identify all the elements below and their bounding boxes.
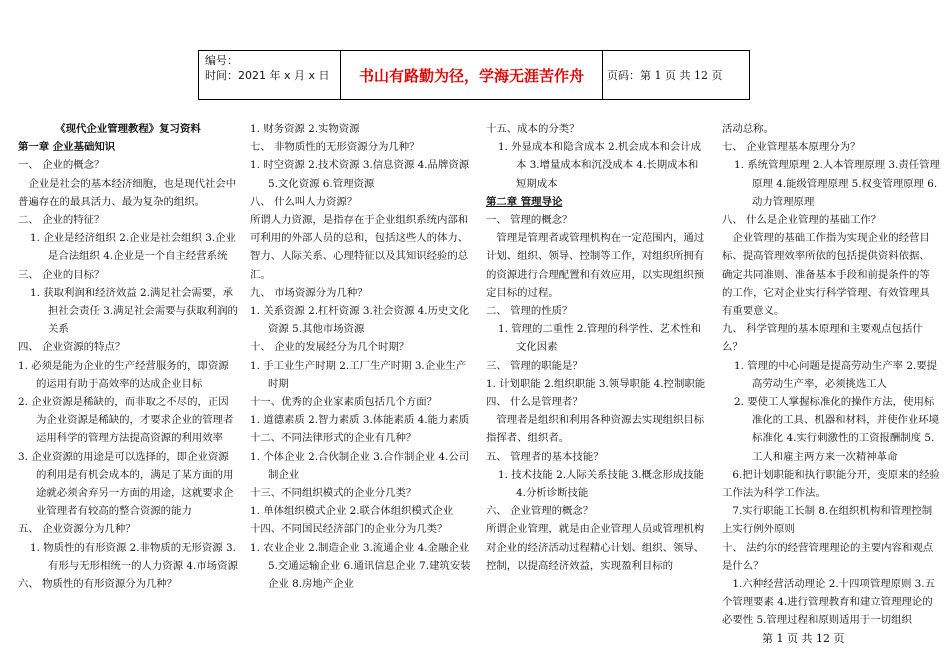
column-4 bbox=[722, 120, 940, 630]
column-2 bbox=[250, 120, 472, 593]
col3-paragraph: 1. 技术技能 2.人际关系技能 3.概念形成技能 4.分析诊断技能 bbox=[498, 468, 704, 500]
col2-paragraph: 1. 手工业生产时期 2.工厂生产时期 3.企业生产时期 bbox=[250, 359, 467, 390]
col2-paragraph: 1. 财务资源 2.实物资源 bbox=[250, 123, 360, 135]
col2-paragraph: 1. 时空资源 2.技术资源 3.信息资源 4.品牌资源 5.文化资源 6.管理资源 bbox=[250, 159, 470, 190]
header-motto-cell bbox=[341, 51, 603, 99]
header-meta bbox=[199, 51, 341, 99]
col3-paragraph: 管理者是组织和利用各种资源去实现组织目标指挥者、组织者。 bbox=[486, 414, 705, 445]
col1-paragraph: 企业是社会的基本经济细胞，也是现代社会中普遍存在的最具活力、最为复杂的组织。 bbox=[18, 177, 237, 208]
col4-paragraph: 1. 系统管理原理 2.人本管理原理 3.责任管理原理 4.能级管理原理 5.权变管理原理 6.动力管理原理 bbox=[734, 159, 940, 208]
col1-paragraph: 一、 企业的概念？ bbox=[18, 159, 105, 172]
col4-paragraph: 7.实行职能工长制 8.在组织机构和管理控制上实行例外原则 bbox=[722, 505, 933, 536]
col2-paragraph: 十二、不同法律形式的企业有几种？ bbox=[250, 432, 417, 445]
col2-paragraph: 1. 单体组织模式企业 2.联合体组织模式企业 bbox=[250, 505, 454, 518]
col1-paragraph: 1. 物质性的有形资源 2.非物质的无形资源 3.有形与无形相统一的人力资源 4.市场资源 bbox=[30, 541, 238, 572]
col1-paragraph: 1. 获取利润和经济效益 2.满足社会需要，承担社会责任 3.满足社会需要与获取利润的关系 bbox=[30, 286, 238, 336]
footer-page-number: 第 1 页 共 12 页 bbox=[762, 632, 845, 645]
col2-paragraph: 八、 什么叫人力资源？ bbox=[250, 195, 358, 208]
col3-paragraph: 1. 外显成本和隐含成本 2.机会成本和会计成本 3.增量成本和沉没成本 4.长期成本和短期成本 bbox=[498, 141, 702, 190]
col3-paragraph: 二、 管理的性质？ bbox=[486, 305, 573, 318]
col2-paragraph: 九、 市场资源分为几种？ bbox=[250, 286, 368, 299]
col4-paragraph: 十、 法约尔的经营管理理论的主要内容和观点是什么？ bbox=[722, 541, 934, 572]
col3-paragraph: 管理是管理者或管理机构在一定范围内，通过计划、组织、领导、控制等工作，对组织所拥有的资源进行合理配置和有效应用，以实现组织预定目标的过程。 bbox=[486, 232, 705, 299]
col4-paragraph: 企业管理的基础工作指为实现企业的经营目标、提高管理效率所依的包括提供资料依据、确定共同准则、准备基本手段和前提条件的等的工作，它对企业实行科学管理、有效管理具有重要意义。 bbox=[722, 232, 930, 318]
col3-paragraph: 五、 管理者的基本技能？ bbox=[486, 450, 604, 463]
col4-paragraph: 九、 科学管理的基本原理和主要观点包括什么？ bbox=[722, 323, 923, 354]
col4-paragraph: 八、 什么是企业管理的基础工作？ bbox=[722, 214, 882, 227]
col2-paragraph: 十四、不同国民经济部门的企业分为几类？ bbox=[250, 523, 448, 536]
col4-paragraph: 活动总称。 bbox=[722, 123, 774, 135]
col1-paragraph: 《现代企业管理教程》复习资料 bbox=[55, 123, 201, 135]
col2-paragraph: 1. 关系资源 2.杠杆资源 3.社会资源 4.历史文化资源 5.其他市场资源 bbox=[250, 305, 470, 336]
col2-paragraph: 十一、优秀的企业家素质包括几个方面？ bbox=[250, 396, 438, 409]
col3-paragraph: 四、 什么是管理者？ bbox=[486, 396, 583, 409]
col3-paragraph: 所谓企业管理，就是由企业管理人员或管理机构对企业的经济活动过程精心计划、组织、领导、控制，以提高经济效益，实现盈利目标的 bbox=[486, 523, 705, 572]
col1-paragraph: 五、 企业资源分为几种？ bbox=[18, 523, 136, 536]
col3-paragraph: 十五、成本的分类？ bbox=[486, 123, 580, 135]
col1-paragraph: 二、 企业的特征？ bbox=[18, 214, 105, 227]
header-page-cell bbox=[603, 51, 749, 99]
col3-paragraph: 第二章 管理导论 bbox=[486, 195, 563, 208]
col1-paragraph: 2. 企业资源是稀缺的，而非取之不尽的，正因为企业资源是稀缺的，才要求企业的管理者运用科学的管理方法提高资源的利用效率 bbox=[18, 396, 234, 445]
col4-paragraph: 2. 要使工人掌握标准化的操作方法，使用标准化的工具、机器和材料，并使作业环境标准化 4.实行刺激性的工资报酬制度 5.工人和雇主两方来一次精神革命 bbox=[734, 396, 940, 463]
col1-paragraph: 六、 物质性的有形资源分为几种？ bbox=[18, 578, 178, 591]
col3-paragraph: 一、 管理的概念？ bbox=[486, 214, 573, 227]
col4-paragraph: 1.六种经营活动理论 2.十四项管理原则 3.五个管理要素 4.进行管理教育和建立管理理论的必要性 5.管理过程和原则适用于一切组织 bbox=[722, 578, 935, 627]
document-header bbox=[198, 50, 750, 100]
col1-paragraph: 第一章 企业基础知识 bbox=[18, 141, 116, 154]
col1-paragraph: 三、 企业的目标？ bbox=[18, 268, 105, 281]
col3-paragraph: 1. 计划职能 2.组织职能 3.领导职能 4.控制职能 bbox=[486, 377, 706, 390]
col3-paragraph: 六、 企业管理的概念？ bbox=[486, 505, 594, 518]
motto-text: 书山有路勤为径，学海无涯苦作舟 bbox=[358, 66, 584, 85]
col3-paragraph: 1. 管理的二重性 2.管理的科学性、艺术性和文化因素 bbox=[498, 323, 702, 354]
col4-paragraph: 6.把计划职能和执行职能分开，变原来的经验工作法为科学工作法。 bbox=[722, 468, 940, 500]
col4-paragraph: 1. 管理的中心问题是提高劳动生产率 2.要提高劳动生产率，必须挑选工人 bbox=[734, 359, 938, 390]
col2-paragraph: 七、 非物质性的无形资源分为几种？ bbox=[250, 141, 420, 154]
col2-paragraph: 1. 农业企业 2.制造企业 3.流通企业 4.金融企业 5.交通运输企业 6.通讯信息企业 7.建筑安装企业 8.房地产企业 bbox=[250, 541, 471, 591]
col2-paragraph: 十、 企业的发展经分为几个时期？ bbox=[250, 341, 410, 354]
column-1 bbox=[18, 120, 238, 593]
code-label: 编号： bbox=[205, 54, 238, 67]
col1-paragraph: 1. 企业是经济组织 2.企业是社会组织 3.企业是合法组织 4.企业是一个自主经营系统 bbox=[30, 232, 236, 263]
col3-paragraph: 三、 管理的职能是？ bbox=[486, 359, 583, 372]
col2-paragraph: 1. 道德素质 2.智力素质 3.体能素质 4.能力素质 bbox=[250, 414, 470, 427]
col1-paragraph: 3. 企业资源的用途是可以选择的，即企业资源的利用是有机会成本的，满足了某方面的用途就必须舍弃另一方面的用途，这就要求企业管理者有较高的整合资源的能力 bbox=[18, 450, 234, 518]
col1-paragraph: 1. 必须是能为企业的生产经营服务的，即资源的运用有助于高效率的达成企业目标 bbox=[18, 359, 229, 390]
col4-paragraph: 七、 企业管理基本原理分为？ bbox=[722, 141, 861, 154]
col2-paragraph: 十三、不同组织模式的企业分几类？ bbox=[250, 487, 417, 500]
column-3 bbox=[486, 120, 708, 575]
page-label: 页码：第 1 页 共 12 页 bbox=[607, 69, 723, 82]
col1-paragraph: 四、 企业资源的特点？ bbox=[18, 341, 126, 354]
col2-paragraph: 1. 个体企业 2.合伙制企业 3.合作制企业 4.公司制企业 bbox=[250, 450, 470, 481]
col2-paragraph: 所谓人力资源，是指存在于企业组织系统内部和可利用的外部人员的总和，包括这些人的体力、智力、人际关系、心理特征以及其知识经验的总汇。 bbox=[250, 214, 469, 281]
time-label: 时间：2021 年 x 月 x 日 bbox=[205, 69, 330, 82]
